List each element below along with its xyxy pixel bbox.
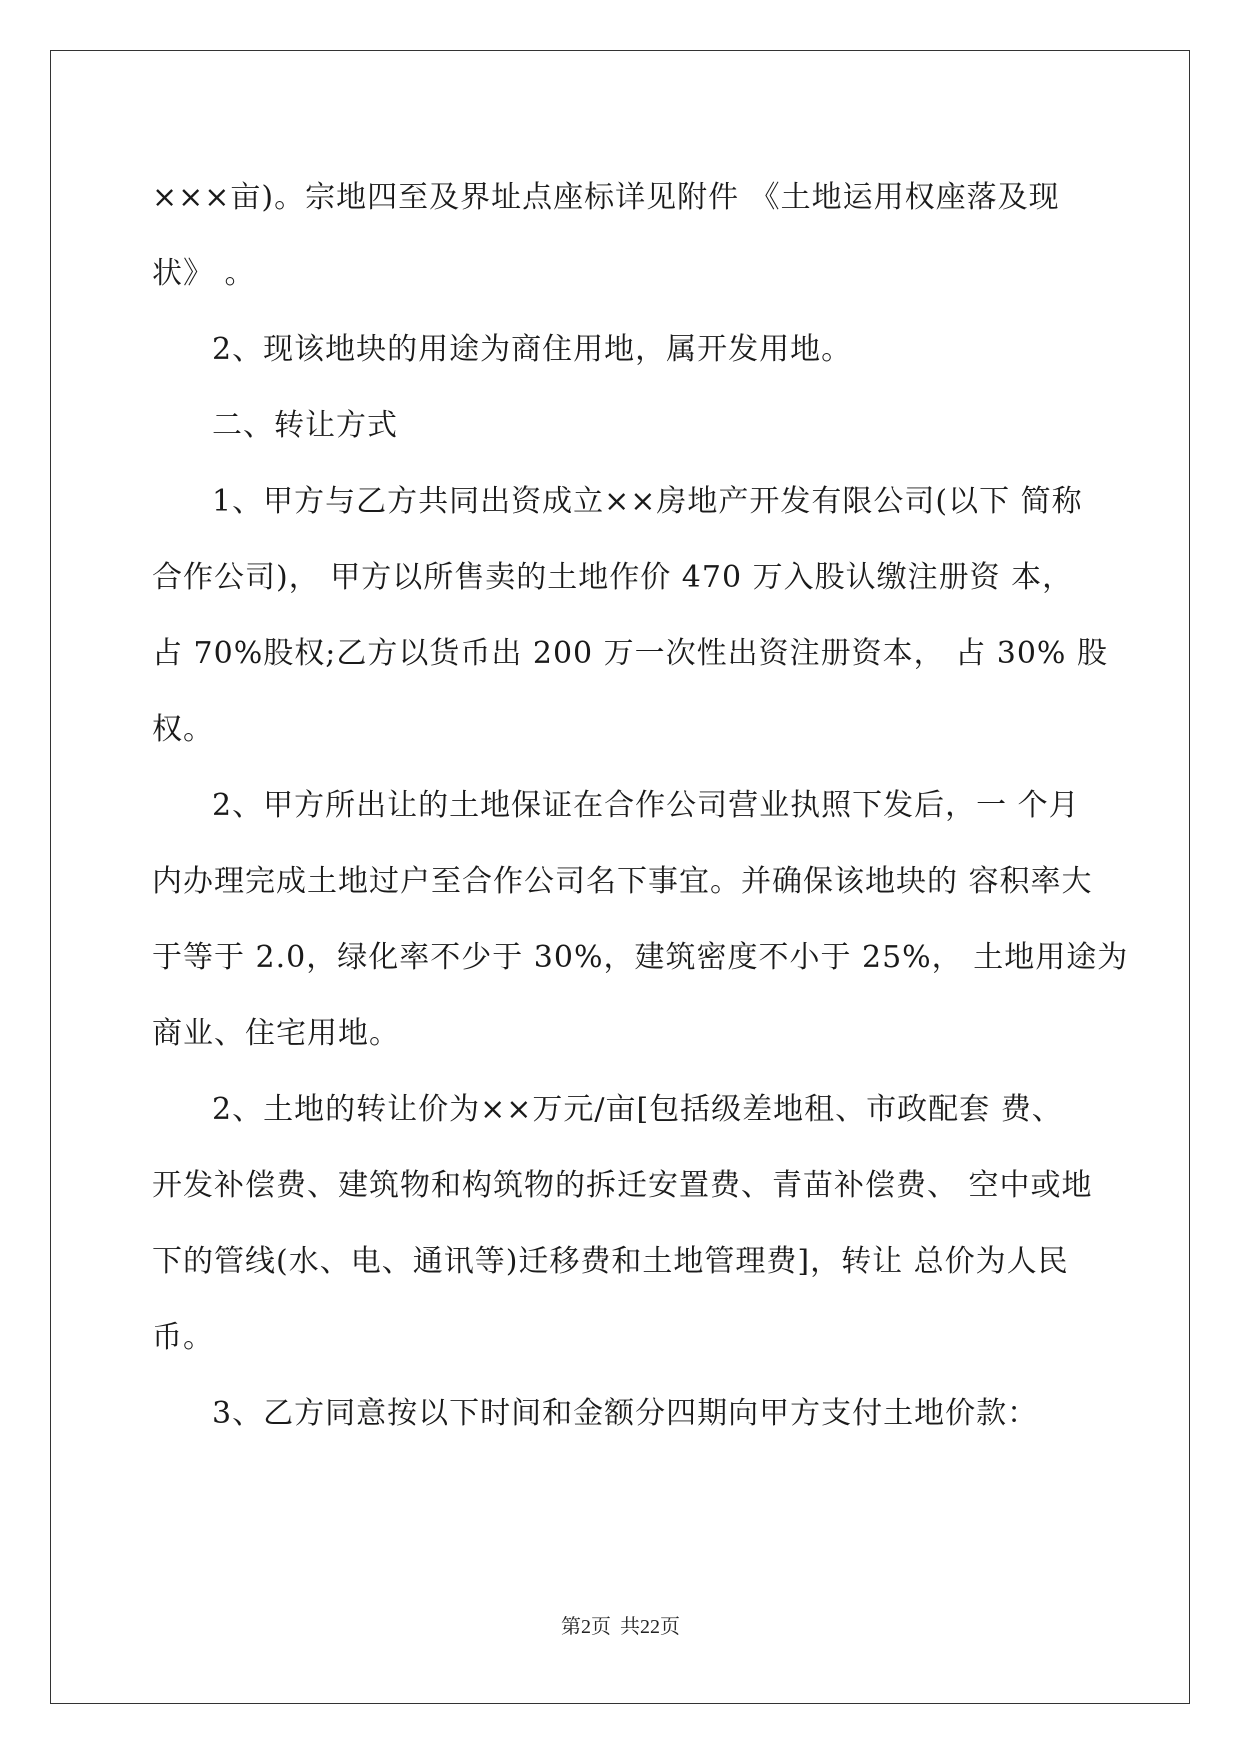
text-line: 商业、住宅用地。 [152, 1016, 400, 1051]
text-line: 合作公司)， 甲方以所售卖的土地作价 470 万入股认缴注册资 本， [152, 560, 1074, 595]
text-line: 状》 。 [152, 256, 256, 291]
text-line: 币。 [152, 1320, 214, 1355]
page-footer [0, 1610, 1241, 1639]
text-line: 2、现该地块的用途为商住用地，属开发用地。 [212, 332, 853, 367]
text-line: ×××亩)。宗地四至及界址点座标详见附件 《土地运用权座落及现 [152, 180, 1060, 215]
page-number: 第2页 [561, 1616, 611, 1638]
page-total: 共22页 [620, 1616, 680, 1638]
text-line: 开发补偿费、建筑物和构筑物的拆迁安置费、青苗补偿费、 空中或地 [152, 1168, 1093, 1203]
text-line: 内办理完成土地过户至合作公司名下事宜。并确保该地块的 容积率大 [152, 864, 1093, 899]
text-line: 权。 [152, 712, 214, 747]
text-line: 下的管线(水、电、通讯等)迁移费和土地管理费]，转让 总价为人民 [152, 1244, 1069, 1279]
document-body [152, 160, 1129, 1452]
text-line: 2、土地的转让价为××万元/亩[包括级差地租、市政配套 费、 [212, 1092, 1063, 1127]
text-line: 占 70%股权;乙方以货币出 200 万一次性出资注册资本， 占 30% 股 [152, 636, 1108, 671]
text-line: 2、甲方所出让的土地保证在合作公司营业执照下发后，一 个月 [212, 788, 1080, 823]
text-line: 于等于 2.0，绿化率不少于 30%，建筑密度不小于 25%， 土地用途为 [152, 940, 1129, 975]
text-line: 3、乙方同意按以下时间和金额分四期向甲方支付土地价款： [212, 1396, 1039, 1431]
section-heading: 二、转让方式 [212, 408, 398, 443]
text-line: 1、甲方与乙方共同出资成立××房地产开发有限公司(以下 简称 [212, 484, 1083, 519]
